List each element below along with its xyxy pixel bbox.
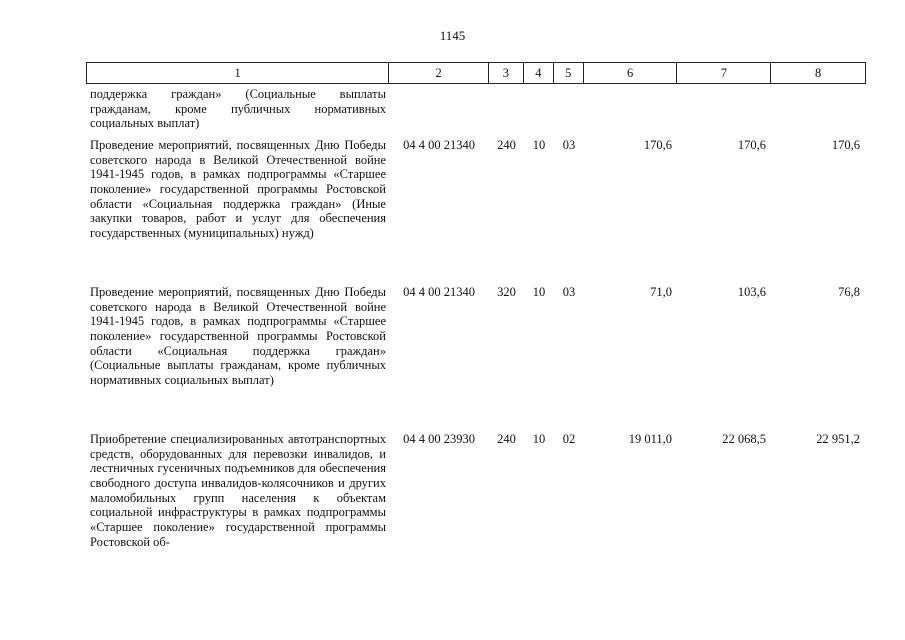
row-year-3: 76,8	[838, 285, 860, 299]
header-col-4: 4	[524, 63, 554, 83]
table-row	[86, 432, 866, 549]
table-row	[86, 138, 866, 241]
row-year-2: 170,6	[737, 138, 766, 152]
row-rz	[524, 87, 554, 131]
row-pr: 03	[562, 285, 576, 299]
header-col-5: 5	[554, 63, 584, 83]
row-year-1	[584, 87, 678, 131]
row-description: Приобретение специализированных автотранспортных средств, оборудованных для перевозки инвалидов, и лестничных гусеничных подъемников для обеспечения свободного доступа инвалидов-колясочников и других маломобильных групп населения к объектам социальной инфраструктуры в рамках подпрограммы «Старшее поколение» государственной программы Ростовской об-	[90, 432, 386, 549]
row-rz: 10	[532, 285, 546, 299]
row-year-2	[678, 87, 772, 131]
header-col-3: 3	[489, 63, 524, 83]
header-col-8: 8	[815, 66, 822, 80]
row-rz: 10	[532, 432, 546, 446]
header-col-2: 2	[389, 63, 489, 83]
row-vr: 240	[497, 432, 516, 446]
row-year-1: 71,0	[650, 285, 672, 299]
row-pr: 03	[562, 138, 576, 152]
row-vr: 240	[497, 138, 516, 152]
row-year-3: 22 951,2	[816, 432, 860, 446]
row-year-2: 103,6	[737, 285, 766, 299]
row-code	[389, 87, 489, 131]
row-description: Проведение мероприятий, посвященных Дню Победы советского народа в Великой Отечественной войне 1941-1945 годов, в рамках подпрограммы «Старшее поколение» государственной программы Ростовской области «Социальная поддержка граждан» (Иные закупки товаров, работ и услуг для обеспечения государственных (муниципальных) нужд)	[90, 138, 386, 240]
row-description: Проведение мероприятий, посвященных Дню Победы советского народа в Великой Отечественной войне 1941-1945 годов, в рамках подпрограммы «Старшее поколение» государственной программы Ростовской области «Социальная поддержка граждан» (Социальные выплаты гражданам, кроме публичных нормативных социальных выплат)	[90, 285, 386, 387]
row-year-2: 22 068,5	[722, 432, 766, 446]
header-col-7: 7	[677, 63, 771, 83]
row-code: 04 4 00 21340	[403, 285, 475, 299]
row-pr	[554, 87, 584, 131]
row-description: поддержка граждан» (Социальные выплаты гражданам, кроме публичных нормативных социальных выплат)	[90, 87, 386, 131]
row-year-1: 19 011,0	[628, 432, 672, 446]
row-vr: 320	[497, 285, 516, 299]
row-code: 04 4 00 21340	[403, 138, 475, 152]
row-year-1: 170,6	[643, 138, 672, 152]
row-code: 04 4 00 23930	[403, 432, 475, 446]
page-number: 1145	[439, 28, 466, 43]
row-year-3	[772, 87, 866, 131]
row-vr	[489, 87, 524, 131]
header-col-1: 1	[87, 63, 389, 83]
row-rz: 10	[532, 138, 546, 152]
table-row	[86, 87, 866, 131]
table-header	[86, 62, 866, 84]
table-row	[86, 285, 866, 388]
row-pr: 02	[562, 432, 576, 446]
row-year-3: 170,6	[831, 138, 860, 152]
header-col-6: 6	[584, 63, 678, 83]
